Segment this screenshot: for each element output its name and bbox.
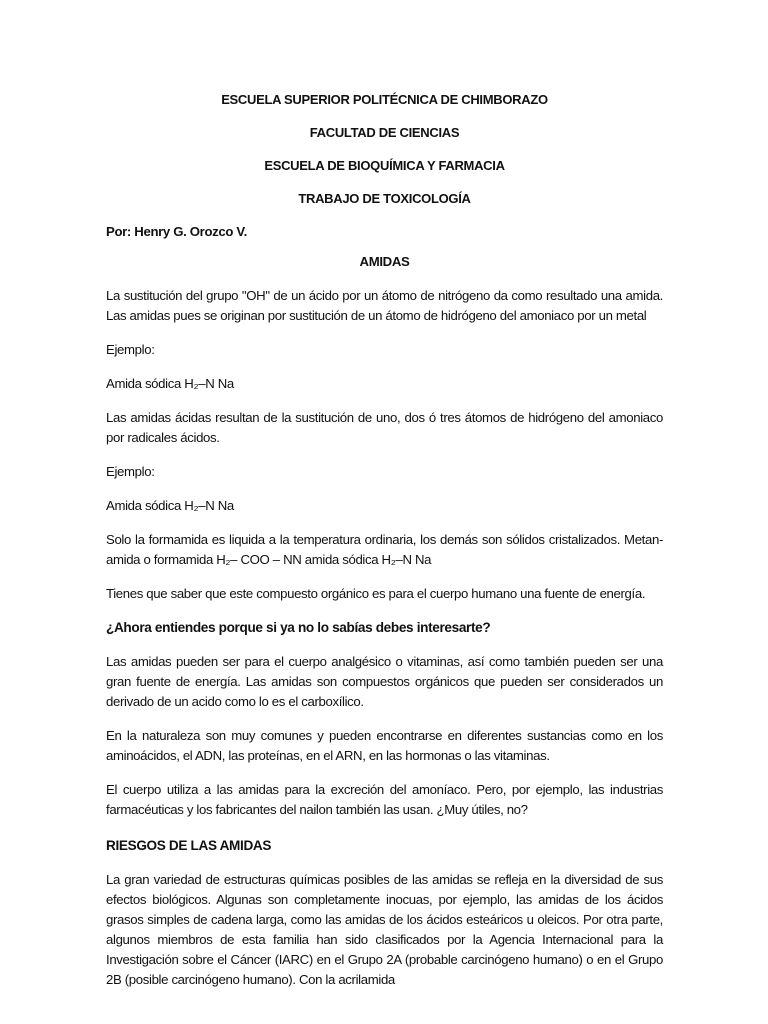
institution-name: ESCUELA SUPERIOR POLITÉCNICA DE CHIMBORAZO (221, 92, 548, 107)
paragraph: En la naturaleza son muy comunes y pueden encontrarse en diferentes sustancias como en los aminoácidos, el ADN, las proteínas, en el ARN, en las hormonas o las vitaminas. (106, 728, 663, 763)
faculty-name: FACULTAD DE CIENCIAS (309, 125, 460, 140)
example-label: Ejemplo: (106, 464, 155, 479)
author-line: Por: Henry G. Orozco V. (106, 224, 247, 239)
document-title: AMIDAS (359, 254, 410, 269)
paragraph: Las amidas pueden ser para el cuerpo analgésico o vitaminas, así como también pueden ser una gran fuente de energía. Las amidas son compuestos orgánicos que pueden ser considerados un derivado de un acido como lo es el carboxílico. (106, 654, 663, 709)
question-heading: ¿Ahora entiendes porque si ya no lo sabías debes interesarte? (106, 620, 491, 635)
paragraph: La gran variedad de estructuras químicas posibles de las amidas se refleja en la diversidad de sus efectos biológicos. Algunas son completamente inocuas, por ejemplo, las amidas de los ácidos grasos simples de cadena larga, como las amidas de los ácidos esteáricos u oleicos. Por otra parte, algunos miembros de esta familia han sido clasificados por la Agencia Internacional para la Investigación sobre el Cáncer (IARC) en el Grupo 2A (probable carcinógeno humano) o en el Grupo 2B (posible carcinógeno humano). Con la acrilamida (106, 872, 663, 987)
paragraph: El cuerpo utiliza a las amidas para la excreción del amoníaco. Pero, por ejemplo, las industrias farmacéuticas y los fabricantes del nailon también las usan. ¿Muy útiles, no? (106, 782, 663, 817)
assignment-title: TRABAJO DE TOXICOLOGÍA (298, 191, 471, 206)
paragraph: Tienes que saber que este compuesto orgánico es para el cuerpo humano una fuente de energía. (106, 586, 646, 601)
example-label: Ejemplo: (106, 342, 155, 357)
section-heading: RIESGOS DE LAS AMIDAS (106, 838, 272, 853)
paragraph: La sustitución del grupo "OH" de un ácido por un átomo de nitrógeno da como resultado una amida. Las amidas pues se originan por sustitución de un átomo de hidrógeno del amoniaco por un metal (106, 288, 663, 323)
paragraph: Las amidas ácidas resultan de la sustitución de uno, dos ó tres átomos de hidrógeno del amoniaco por radicales ácidos. (106, 410, 663, 445)
example-formula: Amida sódica H₂–N Na (106, 376, 234, 391)
school-name: ESCUELA DE BIOQUÍMICA Y FARMACIA (264, 158, 505, 173)
example-formula: Amida sódica H₂–N Na (106, 498, 234, 513)
paragraph: Solo la formamida es liquida a la temperatura ordinaria, los demás son sólidos cristalizados. Metan-amida o formamida H₂– COO – NN amida sódica H₂–N Na (106, 532, 663, 567)
